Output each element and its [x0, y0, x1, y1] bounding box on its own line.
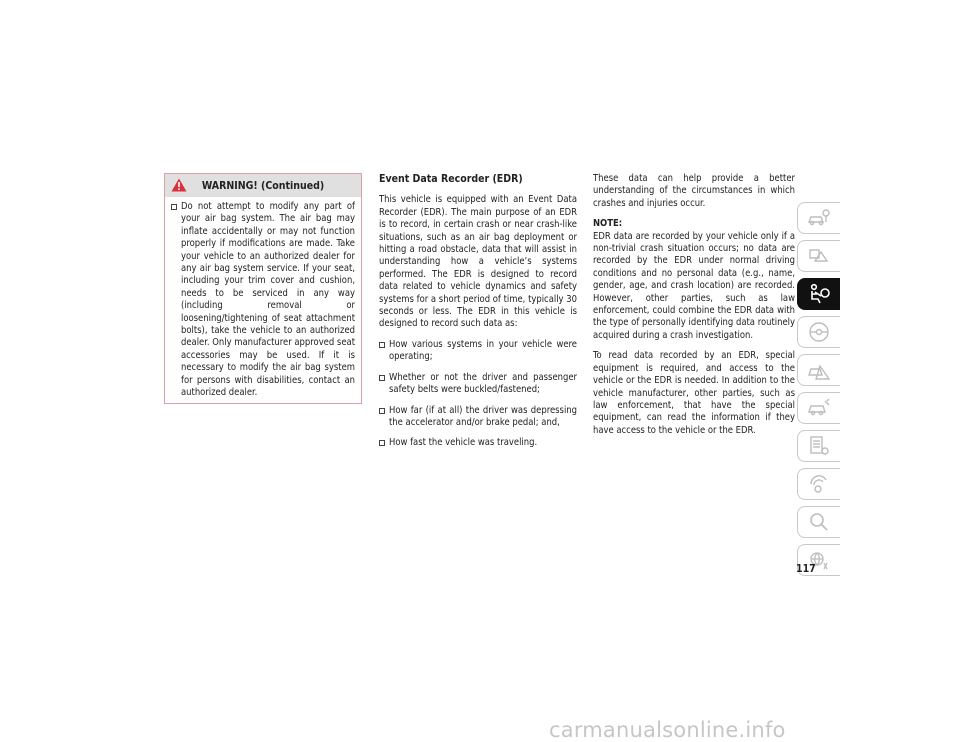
- right-column: [593, 173, 795, 445]
- side-tabs: [797, 202, 840, 582]
- dashboard-warning-icon: [806, 244, 832, 268]
- tab-starting-operating[interactable]: [797, 316, 840, 348]
- list-item-text: How fast the vehicle was traveling.: [389, 437, 538, 449]
- list-item: [379, 372, 577, 397]
- warning-header: [165, 174, 361, 197]
- airbag-seat-icon: [806, 282, 832, 306]
- watermark: carmanualsonline.info: [549, 718, 786, 742]
- paragraph: To read data recorded by an EDR, special equipment is required, and access to the vehicle or the EDR is needed. In addition to the vehicle manufacturer, other parties, such as law enforcement, that have the special equipment, can read the information if they have access to the vehicle or the EDR.: [593, 350, 795, 436]
- steering-wheel-icon: [806, 320, 832, 344]
- bullet-box-icon: [171, 204, 177, 210]
- warning-box: [164, 173, 362, 404]
- car-key-icon: [806, 206, 832, 230]
- tab-servicing[interactable]: [797, 392, 840, 424]
- tab-emergency[interactable]: [797, 354, 840, 386]
- edr-intro: This vehicle is equipped with an Event Data Recorder (EDR). The main purpose of an EDR is to record, in certain crash or near crash-like situations, such as an air bag deployment or hitting a road obstacle, data that will assist in understanding how a vehicle’s systems performed. The EDR is designed to record data related to vehicle dynamics and safety systems for a short period of time, typically 30 seconds or less. The EDR in this vehicle is designed to record such data as:: [379, 194, 577, 330]
- list-item: [379, 339, 577, 364]
- maintenance-list-icon: [806, 434, 832, 458]
- tab-specifications[interactable]: [797, 430, 840, 462]
- tab-getting-to-know[interactable]: [797, 202, 840, 234]
- edr-heading: Event Data Recorder (EDR): [379, 173, 523, 185]
- tab-safety[interactable]: [797, 278, 840, 310]
- warning-bullet: [171, 201, 355, 400]
- car-service-icon: [806, 396, 832, 420]
- tab-multimedia[interactable]: [797, 468, 840, 500]
- warning-body: [165, 197, 361, 400]
- tab-index[interactable]: [797, 506, 840, 538]
- bullet-box-icon: [379, 408, 385, 414]
- bullet-box-icon: [379, 342, 385, 348]
- note-text: EDR data are recorded by your vehicle only if a non-trivial crash situation occurs; no data are recorded by the EDR under normal driving conditions and no personal data (e.g., name, gender, age, and crash location) are recorded. However, other parties, such as law enforcement, could combine the EDR data with the type of personally identifying data routinely acquired during a crash investigation.: [593, 230, 795, 341]
- page-number: 117: [796, 563, 816, 575]
- multimedia-icon: [806, 472, 832, 496]
- list-item: [379, 405, 577, 430]
- tab-instrument-panel[interactable]: [797, 240, 840, 272]
- list-item-text: How various systems in your vehicle were operating;: [389, 338, 577, 363]
- warning-triangle-icon: [171, 178, 187, 192]
- bullet-box-icon: [379, 375, 385, 381]
- warning-text: Do not attempt to modify any part of your air bag system. The air bag may inflate accidentally or may not function properly if modifications are made. Take your vehicle to an authorized dealer for any air bag system service. If your seat, including your trim cover and cushion, needs to be serviced in any way (including removal or loosening/tightening of seat attachment bolts), take the vehicle to an authorized dealer. Only manufacturer approved seat accessories may be used. If it is necessary to modify the air bag system for persons with disabilities, contact an authorized dealer.: [181, 201, 355, 399]
- warning-title: WARNING! (Continued): [201, 179, 325, 192]
- car-warning-icon: [806, 358, 832, 382]
- list-item: [379, 437, 577, 449]
- paragraph: These data can help provide a better understanding of the circumstances in which crashes and injuries occur.: [593, 173, 795, 209]
- magnifier-icon: [806, 510, 832, 534]
- note-label: NOTE:: [593, 218, 623, 230]
- edr-column: [379, 173, 577, 458]
- bullet-box-icon: [379, 440, 385, 446]
- list-item-text: How far (if at all) the driver was depressing the accelerator and/or brake pedal; and,: [389, 404, 577, 428]
- list-item-text: Whether or not the driver and passenger safety belts were buckled/fastened;: [389, 371, 577, 396]
